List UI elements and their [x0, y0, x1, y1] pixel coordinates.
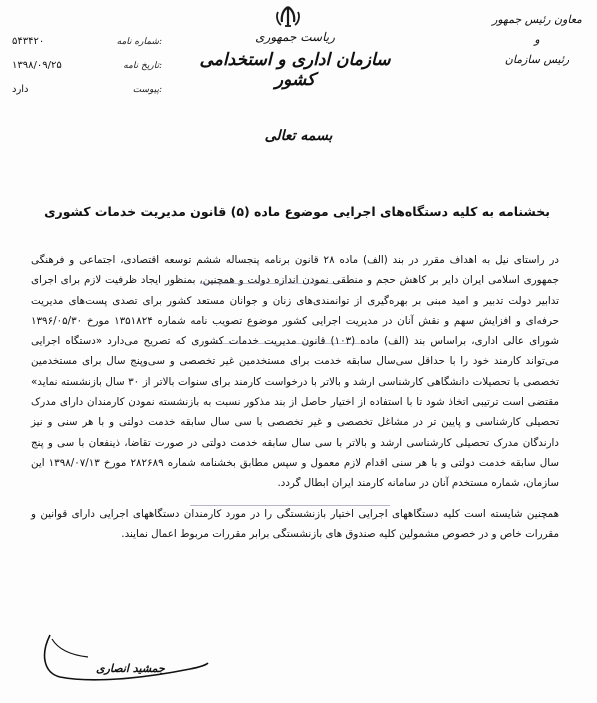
header-officials — [489, 10, 585, 70]
letter-body — [31, 250, 559, 544]
meta-attachment-value: دارد — [12, 84, 29, 95]
header-presidency: ریاست جمهوری — [255, 30, 335, 44]
header-org-name: سازمان اداری و استخدامی کشور — [199, 50, 391, 90]
besmele-heading: بسمه تعالی — [264, 128, 333, 144]
letter-meta — [12, 30, 162, 102]
meta-date-value: ۱۳۹۸/۰۹/۲۵ — [12, 60, 62, 71]
body-paragraph-2: همچنین شایسته است کلیه دستگاههای اجرایی اختیار بازنشستگی را در مورد کارمندان دستگاههای اجرایی دارای قوانین و مقررات خاص و در خصوص مشمولین کلیه صندوق های بازنشستگی برابر مقررات مربوط اعمال نمایند. — [31, 507, 559, 540]
meta-date-label: تاریخ نامه: — [123, 61, 162, 71]
header-organization — [190, 30, 400, 90]
letter-title: بخشنامه به کلیه دستگاه‌های اجرایی موضوع ماده (۵) قانون مدیریت خدمات کشوری — [44, 204, 550, 219]
header-right-line-1: معاون رئیس جمهور — [492, 13, 582, 26]
meta-number-value: ۵۴۳۴۲۰ — [12, 36, 45, 47]
meta-attachment-row — [12, 78, 162, 102]
meta-date-row — [12, 54, 162, 78]
meta-number-row — [12, 30, 162, 54]
meta-number-label: شماره نامه: — [116, 37, 162, 47]
header-right-line-3: رئیس سازمان — [504, 53, 570, 66]
body-paragraph-1: در راستای نیل به اهداف مقرر در بند (الف) ماده ۲۸ قانون برنامه پنجساله ششم توسعه اقتصادی، اجتماعی و فرهنگی جمهوری اسلامی ایران دایر بر کاهش حجم و منطقی نمودن اندازه دولت و همچنین، بمنظور ایجاد ظرفیت لازم برای اجرای تدابیر دولت تدبیر و امید مبنی بر بهره‌گیری از توانمندی‌های زنان و جوانان مستعد کشور برای تصدی پست‌های مدیریت حرفه‌ای و افزایش سهم و نقش آنان در مدیریت اجرایی کشور موضوع تصویب نامه شماره ۱۳۵۱۸۲۴ مورخ ۱۳۹۶/۰۵/۳۰ شورای عالی اداری، براساس بند (الف) ماده (۱۰۳) قانون مدیریت خدمات کشوری که تصریح می‌دارد «دستگاه اجرایی می‌تواند کارمند خود را با حداقل سی‌سال سابقه خدمت برای مستخدمین غیر تخصصی و سی‌وپنج سال برای مستخدمین تخصصی با تحصیلات دانشگاهی کارشناسی ارشد و بالاتر با درخواست کارمند برای سنوات بالاتر از ۳۰ سال بازنشسته نماید» مقتضی است ترتیبی اتخاذ شود تا با استفاده از اختیار حاصل از بند مذکور نسبت به بازنشسته نمودن کارمندان دارای مدرک تحصیلی کارشناسی و پایین تر در مشاغل تخصصی و غیر تخصصی با سی سال سابقه خدمت دولتی و با هر سنی و نیز دارندگان مدرک تحصیلی کارشناسی ارشد و بالاتر با سی سال سابقه خدمت دولتی در صورت تقاضا، ذینفعان با سی و پنج سال سابقه خدمت دولتی و با هر سنی اقدام لازم معمول و سپس مطابق بخشنامه شماره ۲۸۲۶۸۹ مورخ ۱۳۹۸/۰۷/۱۳ این سازمان، شماره مستخدم آنان در سامانه کارمند ایران ابطال گردد. — [31, 254, 559, 490]
signatory-name: جمشید انصاری — [96, 662, 165, 675]
header-right-line-2: و — [534, 33, 540, 46]
signature-scribble — [30, 625, 210, 685]
meta-attachment-label: پیوست: — [132, 85, 162, 95]
emblem-icon — [273, 4, 303, 30]
